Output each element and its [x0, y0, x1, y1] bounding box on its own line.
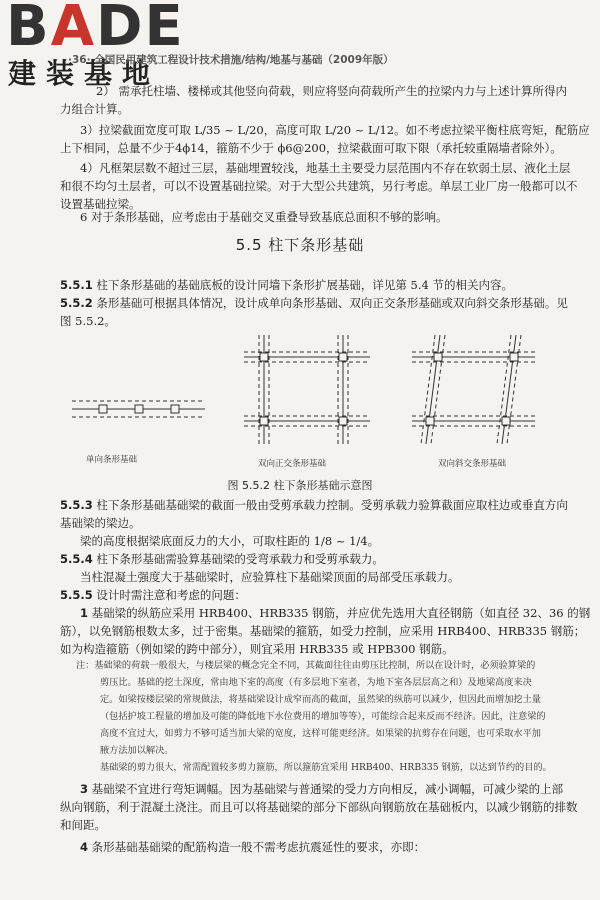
paragraph-line: 图 5.5.2。: [60, 314, 116, 328]
clause-number: 5.5.5: [60, 588, 93, 602]
item-number: 3: [80, 782, 89, 796]
clause-text: 条形基础可根据具体情况，设计成单向条形基础、双向正交条形基础或双向斜交条形基础。见: [96, 296, 568, 310]
logo-brand-cn: 建装基地: [8, 57, 161, 90]
item-number: 4: [80, 840, 89, 854]
single-strip-foundation: [72, 401, 205, 417]
orthogonal-strip-foundation: [244, 335, 370, 444]
figure-label-orthogonal: 双向正交条形基础: [258, 459, 327, 469]
note-line: 基础梁的剪力很大，常需配置较多剪力箍筋，所以箍筋宜采用 HRB400、HRB335 钢筋，以达到节约的目的。: [100, 762, 552, 773]
paragraph-line: 纵向钢筋，利于混凝土浇注。而且可以将基础梁的部分下部纵向钢筋放在基础板内，以减少钢筋的排数: [60, 800, 578, 814]
note-line: 腋方法加以解决。: [100, 745, 174, 756]
figure-caption: 图 5.5.2 柱下条形基础示意图: [227, 479, 373, 492]
paragraph-line: 梁的高度根据梁底面反力的大小，可取柱距的 1/8 ~ 1/4。: [80, 534, 380, 548]
clause-text: 柱下条形基础的基础底板的设计同墙下条形扩展基础，详见第 5.4 节的相关内容。: [96, 278, 514, 292]
paragraph-line: 2） 需承托柱墙、楼梯或其他竖向荷载，则应将竖向荷载所产生的拉梁内力与上述计算所得内: [96, 84, 567, 98]
skewed-strip-foundation: [412, 335, 535, 444]
item-text: 基础梁不宜进行弯矩调幅。因为基础梁与普通梁的受力方向相反，减小调幅，可减少梁的上部: [91, 782, 564, 796]
item-text: 条形基础基础梁的配筋构造一般不需考虑抗震延性的要求，亦即：: [91, 840, 426, 854]
item-text: 基础梁的纵筋应采用 HRB400、HRB335 钢筋，并应优先选用大直径钢筋（如直径 32、36 的钢: [91, 606, 591, 620]
paragraph-line: 上下相同，总量不少于4ϕ14，箍筋不少于 ϕ6@200，拉梁截面可取下限（承托较重隔墙者除外）。: [60, 141, 562, 155]
paragraph-line: 6 对于条形基础，应考虑由于基础交叉重叠导致基底总面积不够的影响。: [80, 210, 448, 224]
paragraph-line: 和间距。: [60, 818, 106, 832]
note-line: （包括护坡工程量的增加及可能的降低地下水位费用的增加等等），可能综合起来反而不经济。因此，注意梁的: [100, 711, 546, 722]
paragraph-line: 3）拉梁截面宽度可取 L/35 ~ L/20，高度可取 L/20 ~ L/12。如不考虑拉梁平衡柱底弯矩，配筋应: [80, 123, 590, 137]
figure-label-single: 单向条形基础: [86, 455, 138, 465]
figure-label-skewed: 双向斜交条形基础: [438, 459, 507, 469]
clause-text: 柱下条形基础需验算基础梁的受弯承载力和受剪承载力。: [96, 552, 384, 566]
note-line: 高度不宜过大，如剪力不够可适当加大梁的宽度，这样可能更经济。如果梁的抗剪存在问题，也可采取水平加: [100, 728, 541, 739]
note-line: 剪压比。基础的挖土深度，常由地下室的高度（有多层地下室者，为地下室各层层高之和）及地梁高度来决: [100, 677, 532, 688]
section-title: 5.5 柱下条形基础: [235, 236, 365, 254]
clause-number: 5.5.3: [60, 498, 93, 512]
paragraph-line: 力组合计算。: [60, 102, 129, 116]
clause-number: 5.5.1: [60, 278, 93, 292]
clause-number: 5.5.2: [60, 296, 93, 310]
paragraph-line: 筋），以免钢筋根数太多，过于密集。基础梁的箍筋，如受力控制，应采用 HRB400、HRB335 钢筋；: [60, 624, 586, 638]
paragraph-line: 和很不均匀土层者，可以不设置基础拉梁。对于大型公共建筑，另行考虑。单层工业厂房一般都可以不: [60, 179, 578, 193]
note-line: 定。如梁按楼层梁的常规做法，将基础梁设计成窄而高的截面，虽然梁的纵筋可以减少，但因此而增加挖土量: [100, 694, 541, 705]
paragraph-line: 当柱混凝土强度大于基础梁时，应验算柱下基础梁顶面的局部受压承载力。: [80, 570, 460, 584]
paragraph-line: 基础梁的梁边。: [60, 516, 141, 530]
paragraph-line: 如为构造箍筋（例如梁的跨中部分），则宜采用 HRB335 或 HPB300 钢筋。: [60, 642, 454, 656]
paragraph-line: 4）凡框架层数不超过三层，基础埋置较浅，地基土主要受力层范围内不存在软弱土层、液化土层: [80, 161, 571, 175]
note-line: 注：基础梁的荷载一般很大，与楼层梁的概念完全不同，其截面往往由剪压比控制，所以在设计时，必须验算梁的: [76, 660, 536, 671]
clause-text: 柱下条形基础基础梁的截面一般由受剪承载力控制。受剪承载力验算截面应取柱边或垂直方向: [96, 498, 568, 512]
clause-number: 5.5.4: [60, 552, 93, 566]
running-header: ·36· 全国民用建筑工程设计技术措施/结构/地基与基础（2009年版）: [68, 54, 394, 66]
logo-brand: BADE: [6, 0, 185, 59]
clause-text: 设计时需注意和考虑的问题：: [96, 588, 246, 602]
item-number: 1: [80, 606, 89, 620]
paragraph-line: 设置基础拉梁。: [60, 197, 141, 211]
